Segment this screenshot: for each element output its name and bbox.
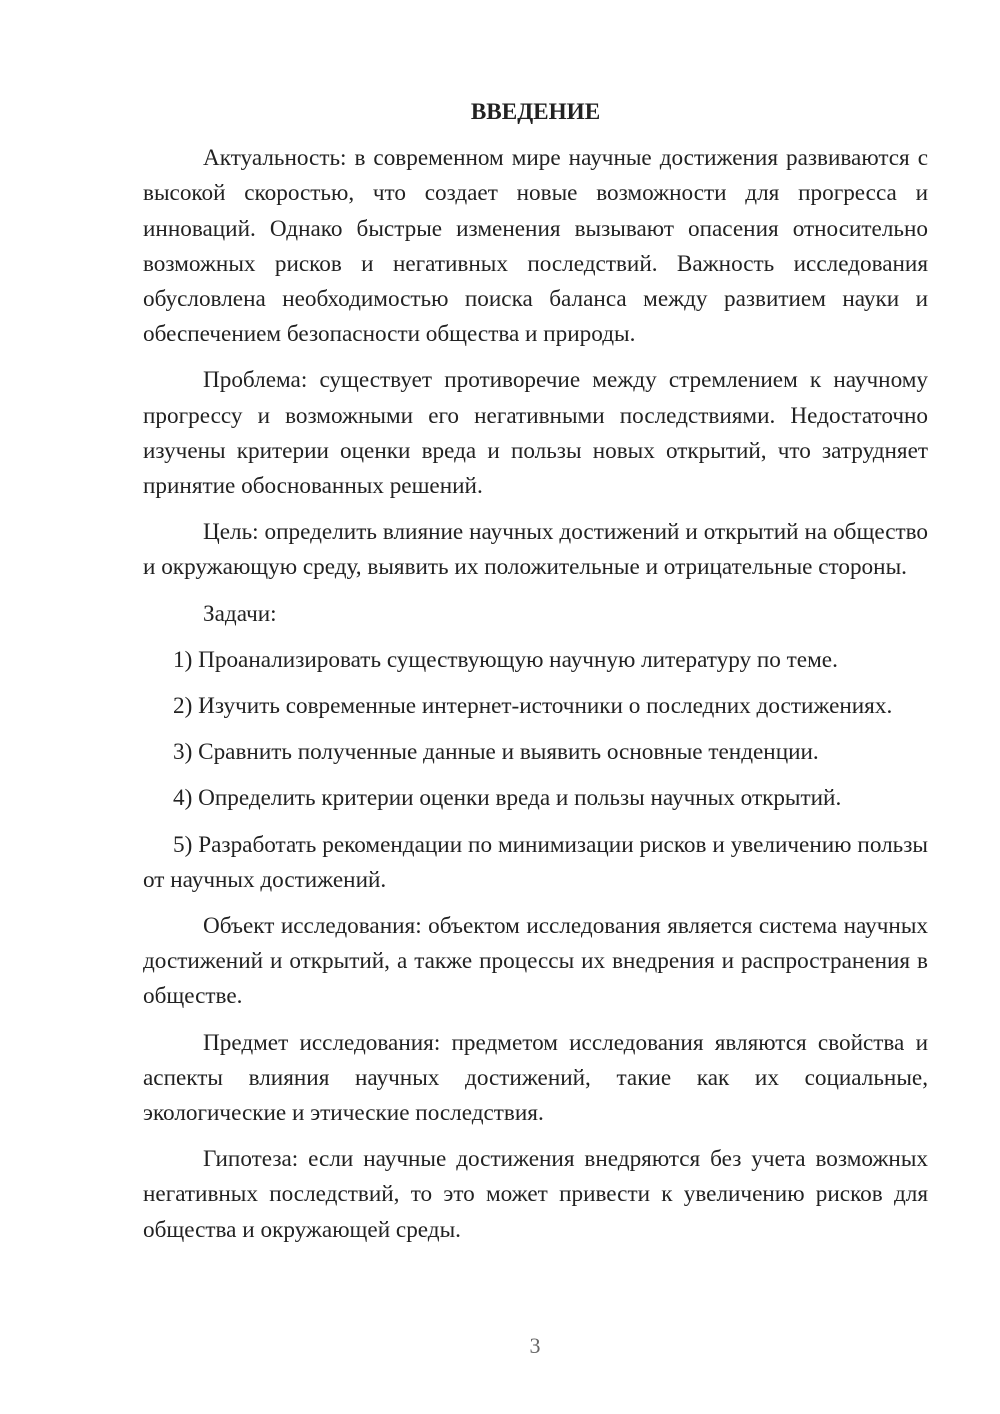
tasks-label: Задачи: [203, 600, 277, 627]
task-item: 2) Изучить современные интернет-источники о последних достижениях. [173, 693, 893, 720]
goal-paragraph: Цель: определить влияние научных достижений и открытий на общество и окружающую среду, выявить их положительные и отрицательные стороны. [143, 519, 928, 581]
relevance-paragraph: Актуальность: в современном мире научные достижения развиваются с высокой скоростью, что создает новые возможности для прогресса и инноваций. Однако быстрые изменения вызывают опасения относительно возможных рисков и негативных последствий. Важность исследования обусловлена необходимостью поиска баланса между развитием науки и обеспечением безопасности общества и природы. [143, 145, 928, 348]
page-number: 3 [529, 1333, 541, 1358]
problem-paragraph: Проблема: существует противоречие между стремлением к научному прогрессу и возможными его негативными последствиями. Недостаточно изучены критерии оценки вреда и пользы новых открытий, что затрудняет принятие обоснованных решений. [143, 367, 928, 500]
hypothesis-paragraph: Гипотеза: если научные достижения внедряются без учета возможных негативных последствий, то это может привести к увеличению рисков для общества и окружающей среды. [143, 1146, 928, 1243]
task-item: 4) Определить критерии оценки вреда и пользы научных открытий. [173, 785, 842, 812]
object-paragraph: Объект исследования: объектом исследования является система научных достижений и открытий, а также процессы их внедрения и распространения в обществе. [143, 913, 928, 1010]
subject-paragraph: Предмет исследования: предметом исследования являются свойства и аспекты влияния научных достижений, такие как их социальные, экологические и этические последствия. [143, 1029, 928, 1127]
task-item: 1) Проанализировать существующую научную литературу по теме. [173, 646, 838, 673]
task-item: 5) Разработать рекомендации по минимизации рисков и увеличению пользы от научных достижений. [143, 831, 928, 893]
document-page [143, 95, 928, 1259]
page-title: ВВЕДЕНИЕ [470, 99, 601, 125]
task-item: 3) Сравнить полученные данные и выявить основные тенденции. [173, 739, 819, 766]
